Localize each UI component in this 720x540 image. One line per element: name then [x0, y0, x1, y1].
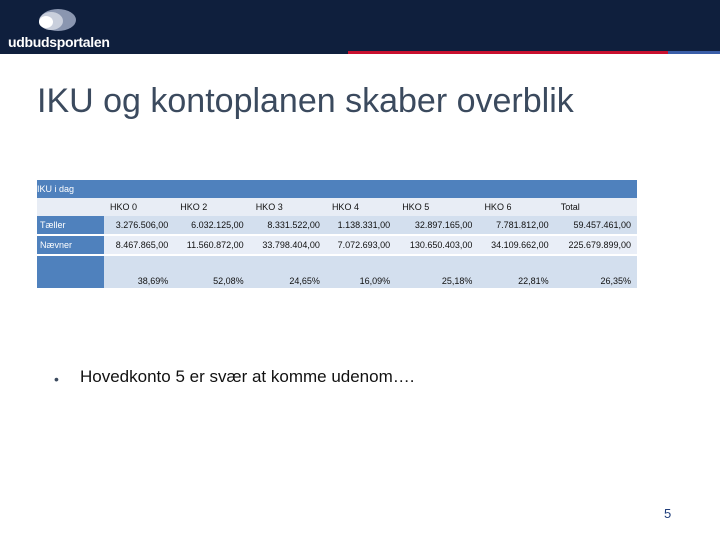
row-label: [37, 256, 104, 290]
table-cell: 24,65%: [250, 256, 326, 290]
table-cell: 52,08%: [174, 256, 249, 290]
slide-title: IKU og kontoplanen skaber overblik: [37, 82, 574, 120]
table-cell: 1.138.331,00: [326, 216, 396, 236]
table-cell: 8.331.522,00: [250, 216, 326, 236]
table-row: [37, 236, 637, 256]
table-cell: 32.897.165,00: [396, 216, 478, 236]
row-label: Nævner: [37, 236, 104, 256]
column-header: Total: [555, 198, 637, 216]
table-cell: 22,81%: [478, 256, 554, 290]
header-bar: [0, 0, 720, 54]
table-cell: 34.109.662,00: [478, 236, 554, 256]
table-cell: 26,35%: [555, 256, 637, 290]
table-cell: 7.781.812,00: [478, 216, 554, 236]
logo-text: udbudsportalen: [8, 34, 110, 50]
table-row: [37, 216, 637, 236]
table-cell: 7.072.693,00: [326, 236, 396, 256]
table-cell: 3.276.506,00: [104, 216, 174, 236]
table-cell: 11.560.872,00: [174, 236, 249, 256]
column-header: HKO 2: [174, 198, 249, 216]
table-caption-row: [37, 180, 637, 198]
header-accent-blue: [668, 51, 720, 54]
header-corner: [37, 198, 104, 216]
table-cell: 33.798.404,00: [250, 236, 326, 256]
table-cell: 16,09%: [326, 256, 396, 290]
logo: [8, 6, 110, 50]
column-header: HKO 6: [478, 198, 554, 216]
column-header: HKO 4: [326, 198, 396, 216]
bullet-icon: •: [54, 371, 59, 387]
table-header-row: [37, 198, 637, 216]
header-accent-red: [348, 51, 668, 54]
table-cell: 59.457.461,00: [555, 216, 637, 236]
column-header: HKO 3: [250, 198, 326, 216]
bullet-text: Hovedkonto 5 er svær at komme udenom….: [80, 367, 415, 386]
table-cell: 6.032.125,00: [174, 216, 249, 236]
table-cell: 8.467.865,00: [104, 236, 174, 256]
column-header: HKO 5: [396, 198, 478, 216]
table-cell: 130.650.403,00: [396, 236, 478, 256]
page-number: 5: [664, 506, 672, 521]
column-header: HKO 0: [104, 198, 174, 216]
table-cell: 38,69%: [104, 256, 174, 290]
row-label: Tæller: [37, 216, 104, 236]
table-row: [37, 256, 637, 290]
table-cell: 225.679.899,00: [555, 236, 637, 256]
table-caption: IKU i dag: [37, 180, 637, 198]
iku-table: [37, 180, 637, 290]
logo-mark-icon: [34, 8, 78, 34]
table-cell: 25,18%: [396, 256, 478, 290]
